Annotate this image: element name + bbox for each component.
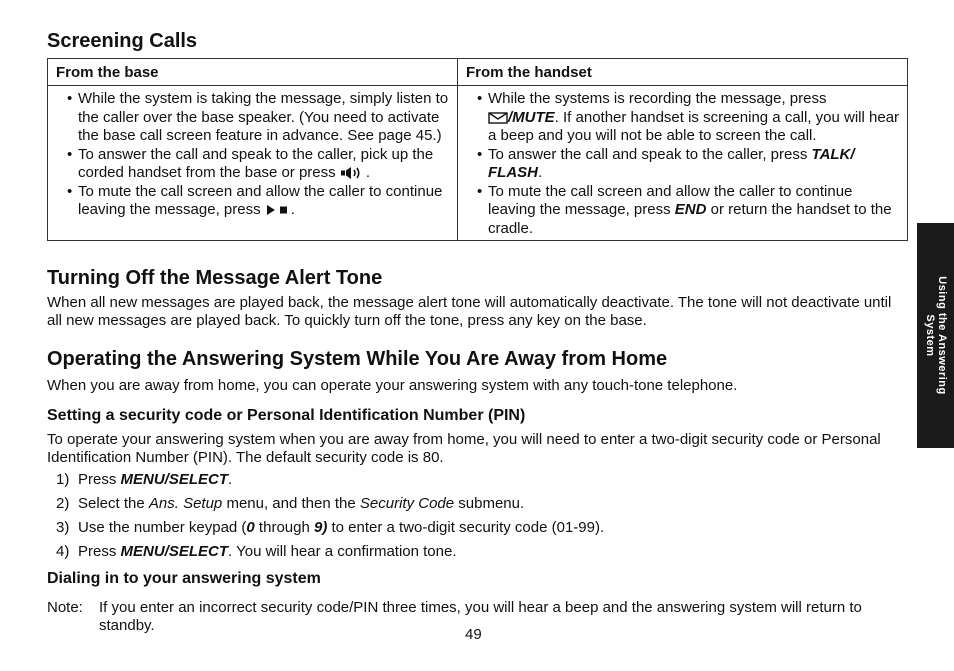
- list-item: 1) Press MENU/SELECT.: [56, 471, 233, 488]
- away-body: When you are away from home, you can operate your answering system with any touch-tone telephone.: [47, 377, 738, 394]
- handset-cell: [458, 86, 908, 241]
- list-item: 3) Use the number keypad (0 through 9) to enter a two-digit security code (01-99).: [56, 519, 605, 536]
- list-item: • While the systems is recording the message, press /MUTE. If another handset is screening a call, you will hear a beep and you will not be able to screen the call.: [488, 90, 901, 146]
- screening-table: [47, 58, 908, 241]
- play-stop-icon: [265, 204, 291, 216]
- manual-page: [47, 28, 909, 635]
- list-item: • While the system is taking the message, simply listen to the caller over the base speaker. (You need to activate the base call screen feature in advance. See page 45.): [78, 90, 451, 146]
- list-item: • To answer the call and speak to the caller, pick up the corded handset from the base or press .: [78, 146, 451, 183]
- base-list: [56, 90, 451, 220]
- col-header-handset: From the handset: [458, 59, 908, 86]
- table-header-row: [48, 59, 908, 86]
- side-tab-label: Using the Answering System: [924, 276, 948, 395]
- list-item: • To answer the call and speak to the caller, press TALK/ FLASH.: [488, 146, 901, 183]
- base-cell: [48, 86, 458, 241]
- handset-list: [466, 90, 901, 238]
- note-text: If you enter an incorrect security code/PIN three times, you will hear a beep and the answering system will return to standby.: [99, 599, 862, 634]
- page-number: 49: [465, 626, 482, 643]
- list-item: 2) Select the Ans. Setup menu, and then the Security Code submenu.: [56, 495, 525, 512]
- alert-tone-heading: Turning Off the Message Alert Tone: [47, 267, 383, 289]
- envelope-icon: [488, 112, 508, 124]
- screening-calls-heading: Screening Calls: [47, 30, 198, 52]
- list-item: 4) Press MENU/SELECT. You will hear a confirmation tone.: [56, 543, 457, 560]
- col-header-base: From the base: [48, 59, 458, 86]
- alert-tone-body: When all new messages are played back, the message alert tone will automatically deactivate. The tone will not deactivate until all new messages are played back. To quickly turn off the tone, press any key on the base.: [47, 294, 892, 329]
- security-heading: Setting a security code or Personal Identification Number (PIN): [47, 407, 526, 424]
- speaker-icon: [340, 166, 366, 180]
- list-item: • To mute the call screen and allow the caller to continue leaving the message, press END or return the handset to the cradle.: [488, 183, 901, 239]
- list-item: • To mute the call screen and allow the caller to continue leaving the message, press .: [78, 183, 451, 220]
- dialing-heading: Dialing in to your answering system: [47, 570, 321, 587]
- security-steps: [56, 471, 909, 561]
- away-heading: Operating the Answering System While You Are Away from Home: [47, 348, 668, 370]
- security-body: To operate your answering system when you are away from home, you will need to enter a two-digit security code or Personal Identification Number (PIN). The default security code is 80.: [47, 431, 881, 466]
- note-label: Note:: [47, 599, 83, 616]
- table-row: [48, 86, 908, 241]
- section-side-tab: [917, 223, 954, 448]
